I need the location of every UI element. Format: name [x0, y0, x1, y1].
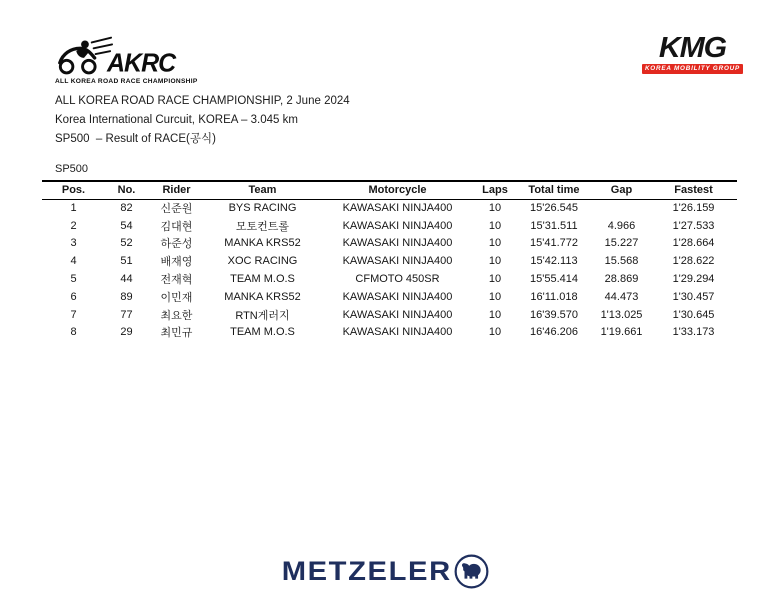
table-cell: MANKA KRS52	[224, 237, 301, 250]
table-cell: 1'30.645	[672, 308, 715, 321]
table-cell: 1'13.025	[600, 308, 643, 321]
table-row	[42, 199, 737, 217]
table-cell: 44	[120, 273, 133, 286]
table-row	[42, 235, 737, 253]
akrc-logo-tagline: ALL KOREA ROAD RACE CHAMPIONSHIP	[55, 78, 198, 85]
elephant-icon	[454, 554, 489, 589]
table-cell: 89	[120, 290, 133, 303]
table-cell: KAWASAKI NINJA400	[342, 237, 453, 250]
table-cell: TEAM M.O.S	[230, 273, 295, 286]
table-cell: 1'28.664	[672, 237, 715, 250]
table-cell: 최민규	[160, 327, 193, 340]
column-header-rider: Rider	[162, 184, 191, 197]
table-row	[42, 270, 737, 288]
column-header-total-time: Total time	[528, 184, 580, 197]
table-cell: KAWASAKI NINJA400	[342, 255, 453, 268]
table-cell: 1'29.294	[672, 273, 715, 286]
table-cell: 하준성	[160, 238, 193, 251]
table-cell: TEAM M.O.S	[230, 326, 295, 339]
kmg-logo-band: KOREA MOBILITY GROUP	[642, 64, 743, 74]
table-row	[42, 288, 737, 306]
table-cell: 15'55.414	[530, 273, 578, 286]
table-cell: 10	[488, 326, 502, 339]
event-title-line: ALL KOREA ROAD RACE CHAMPIONSHIP, 2 June 2024	[55, 95, 350, 107]
table-cell: 15'31.511	[530, 219, 578, 232]
table-cell: 51	[120, 255, 133, 268]
table-cell: 모토컨트롤	[235, 220, 290, 233]
table-cell: RTN게러지	[235, 309, 290, 322]
motorcycle-rider-icon	[55, 36, 113, 76]
table-cell: 전재혁	[160, 274, 193, 287]
table-cell: 16'39.570	[530, 308, 578, 321]
section-label: SP500	[55, 163, 89, 175]
table-cell: 5	[70, 273, 77, 286]
table-cell: 16'11.018	[530, 290, 578, 303]
metzeler-logo	[0, 549, 777, 593]
table-cell: 52	[120, 237, 133, 250]
table-cell: 10	[488, 308, 502, 321]
table-cell: 15'26.545	[530, 202, 578, 215]
table-cell: KAWASAKI NINJA400	[342, 326, 453, 339]
table-cell: 1'33.173	[672, 326, 715, 339]
table-cell: 4	[70, 255, 77, 268]
column-header-pos: Pos.	[61, 184, 86, 197]
table-cell: 29	[120, 326, 133, 339]
table-cell: 1'19.661	[600, 326, 643, 339]
column-header-motorcycle: Motorcycle	[368, 184, 427, 197]
table-row	[42, 306, 737, 324]
kmg-logo-text: KMG	[658, 32, 727, 64]
column-header-no: No.	[117, 184, 136, 197]
table-cell: 신준원	[160, 203, 193, 216]
table-cell: XOC RACING	[227, 255, 298, 268]
table-cell: 28.869	[604, 273, 639, 286]
column-header-team: Team	[248, 184, 277, 197]
table-cell: 10	[488, 202, 502, 215]
table-cell: 54	[120, 219, 133, 232]
akrc-logo-top	[55, 36, 193, 76]
table-cell: 8	[70, 326, 77, 339]
table-cell: KAWASAKI NINJA400	[342, 202, 453, 215]
table-cell: 16'46.206	[530, 326, 578, 339]
metzeler-logo-text: METZELER	[281, 555, 452, 586]
results-table-body	[42, 199, 737, 341]
table-cell: 7	[70, 308, 77, 321]
table-cell: 10	[488, 290, 502, 303]
table-cell: 44.473	[604, 290, 639, 303]
table-cell: 77	[120, 308, 133, 321]
table-cell: 10	[488, 237, 502, 250]
table-cell: 김대현	[160, 220, 193, 233]
table-row	[42, 217, 737, 235]
table-cell: 10	[488, 273, 502, 286]
akrc-logo	[55, 36, 198, 85]
table-cell: 1'27.533	[672, 219, 715, 232]
table-row	[42, 324, 737, 342]
results-table-head	[42, 181, 737, 199]
table-cell: 15.568	[604, 255, 639, 268]
event-info	[55, 92, 350, 149]
table-cell: 1	[70, 202, 77, 215]
table-cell: 10	[488, 219, 502, 232]
table-cell: KAWASAKI NINJA400	[342, 308, 453, 321]
table-cell: 15'42.113	[530, 255, 578, 268]
table-cell: BYS RACING	[228, 202, 297, 215]
kmg-logo	[642, 34, 743, 74]
table-cell: 15.227	[604, 237, 639, 250]
table-cell: KAWASAKI NINJA400	[342, 290, 453, 303]
table-cell: 4.966	[607, 219, 636, 232]
table-cell: KAWASAKI NINJA400	[342, 219, 453, 232]
table-cell: 1'26.159	[672, 202, 715, 215]
table-row	[42, 252, 737, 270]
results-table	[42, 180, 737, 341]
table-cell: 6	[70, 290, 77, 303]
table-cell: 1'28.622	[672, 255, 715, 268]
table-cell: 최요한	[160, 309, 193, 322]
table-cell: 이민재	[160, 291, 193, 304]
header-row	[42, 181, 737, 199]
table-cell: 10	[488, 255, 502, 268]
column-header-laps: Laps	[482, 184, 508, 197]
table-cell	[593, 199, 650, 217]
table-cell: 3	[70, 237, 77, 250]
column-header-fastest: Fastest	[674, 184, 713, 197]
table-cell: 배재영	[160, 256, 193, 269]
table-cell: MANKA KRS52	[224, 290, 301, 303]
event-class-line: SP500 – Result of RACE(공식)	[55, 133, 216, 145]
event-circuit-line: Korea International Curcuit, KOREA – 3.045 km	[55, 114, 298, 126]
column-header-gap: Gap	[610, 184, 633, 197]
table-cell: 82	[120, 202, 133, 215]
table-cell: 15'41.772	[530, 237, 578, 250]
table-cell: 2	[70, 219, 77, 232]
table-cell: CFMOTO 450SR	[355, 273, 440, 286]
akrc-logo-text: AKRC	[107, 48, 176, 78]
table-cell: 1'30.457	[672, 290, 715, 303]
